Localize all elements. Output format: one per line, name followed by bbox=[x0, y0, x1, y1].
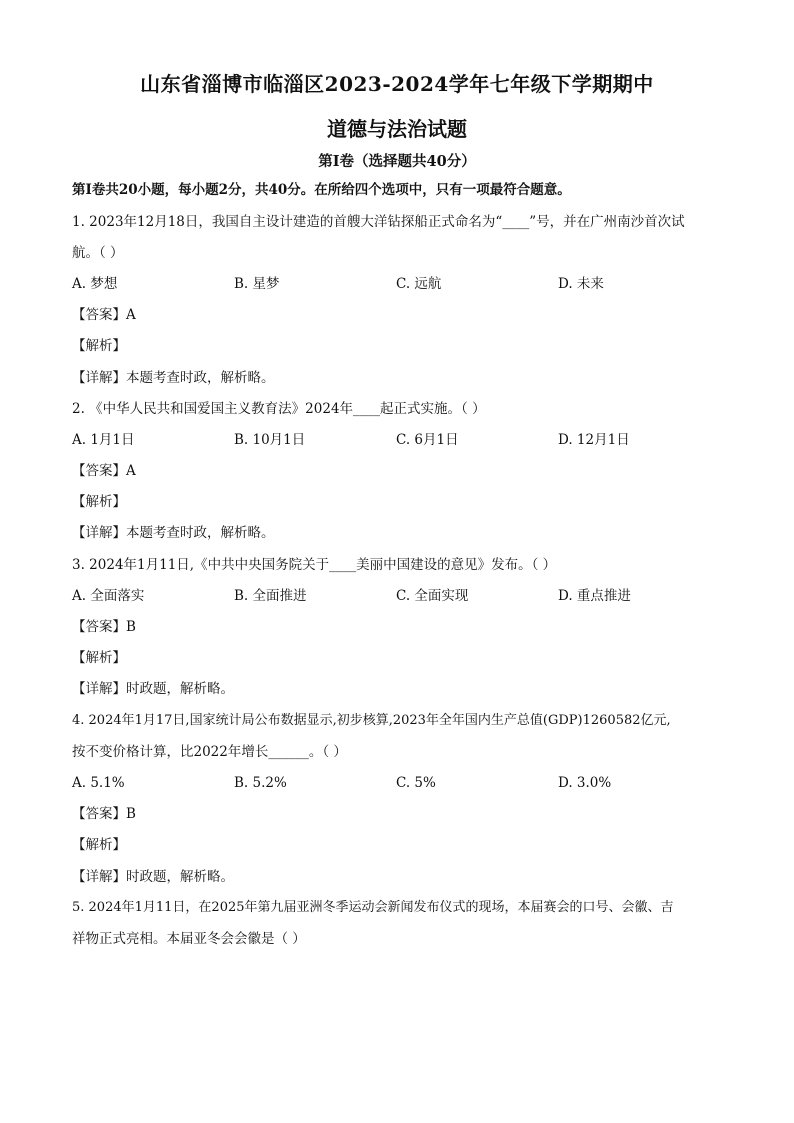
answer-line: 【答案】A bbox=[72, 307, 136, 323]
exam-subtitle: 道德与法治试题 bbox=[327, 117, 467, 141]
option-c: C. 远航 bbox=[396, 276, 442, 292]
option-c: C. 5% bbox=[396, 775, 436, 791]
analysis-line: 【解析】 bbox=[72, 837, 126, 853]
answer-line: 【答案】B bbox=[72, 619, 136, 635]
option-b: B. 星梦 bbox=[234, 276, 280, 292]
question-options bbox=[72, 773, 732, 793]
detail-line: 【详解】时政题，解析略。 bbox=[72, 869, 234, 885]
option-b: B. 10月1日 bbox=[234, 432, 306, 448]
exam-title: 山东省淄博市临淄区2023-2024学年七年级下学期期中 bbox=[140, 72, 654, 96]
option-b: B. 全面推进 bbox=[234, 588, 307, 604]
analysis-line: 【解析】 bbox=[72, 650, 126, 666]
option-b: B. 5.2% bbox=[234, 775, 287, 791]
question-stem-line: 2. 《中华人民共和国爱国主义教育法》2024年____起正式实施。（ ） bbox=[72, 401, 486, 417]
option-d: D. 12月1日 bbox=[558, 432, 630, 448]
option-c: C. 6月1日 bbox=[396, 432, 459, 448]
question-stem-line: 3. 2024年1月11日,《中共中央国务院关于____美丽中国建设的意见》发布。（ ） bbox=[72, 557, 557, 573]
question-stem-line: 4. 2024年1月17日,国家统计局公布数据显示,初步核算,2023年全年国内生产总值(GDP)1260582亿元, bbox=[72, 713, 671, 728]
analysis-line: 【解析】 bbox=[72, 338, 126, 354]
question-options bbox=[72, 430, 732, 450]
analysis-line: 【解析】 bbox=[72, 494, 126, 510]
question-stem-line: 祥物正式亮相。本届亚冬会会徽是（ ） bbox=[72, 931, 306, 947]
option-d: D. 3.0% bbox=[558, 775, 612, 791]
option-d: D. 未来 bbox=[558, 276, 604, 292]
section-instructions: 第Ⅰ卷共20小题，每小题2分，共40分。在所给四个选项中，只有一项最符合题意。 bbox=[72, 182, 571, 198]
option-a: A. 5.1% bbox=[72, 775, 125, 791]
option-a: A. 梦想 bbox=[72, 276, 118, 292]
question-stem-line: 5. 2024年1月11日，在2025年第九届亚洲冬季运动会新闻发布仪式的现场，本届赛会的口号、会徽、吉 bbox=[72, 900, 674, 915]
question-options bbox=[72, 274, 732, 294]
option-c: C. 全面实现 bbox=[396, 588, 469, 604]
answer-line: 【答案】B bbox=[72, 806, 136, 822]
option-d: D. 重点推进 bbox=[558, 588, 631, 604]
detail-line: 【详解】时政题，解析略。 bbox=[72, 681, 234, 697]
option-a: A. 1月1日 bbox=[72, 432, 135, 448]
detail-line: 【详解】本题考查时政，解析略。 bbox=[72, 370, 275, 386]
section-heading: 第Ⅰ卷（选择题共40分） bbox=[318, 153, 476, 170]
answer-line: 【答案】A bbox=[72, 463, 136, 479]
question-options bbox=[72, 586, 732, 606]
question-stem-line: 航。（ ） bbox=[72, 245, 124, 261]
detail-line: 【详解】本题考查时政，解析略。 bbox=[72, 525, 275, 541]
question-stem-line: 1. 2023年12月18日，我国自主设计建造的首艘大洋钻探船正式命名为“____”号，并在广州南沙首次试 bbox=[72, 214, 685, 230]
question-stem-line: 按不变价格计算，比2022年增长______。（ ） bbox=[72, 744, 347, 760]
option-a: A. 全面落实 bbox=[72, 588, 145, 604]
